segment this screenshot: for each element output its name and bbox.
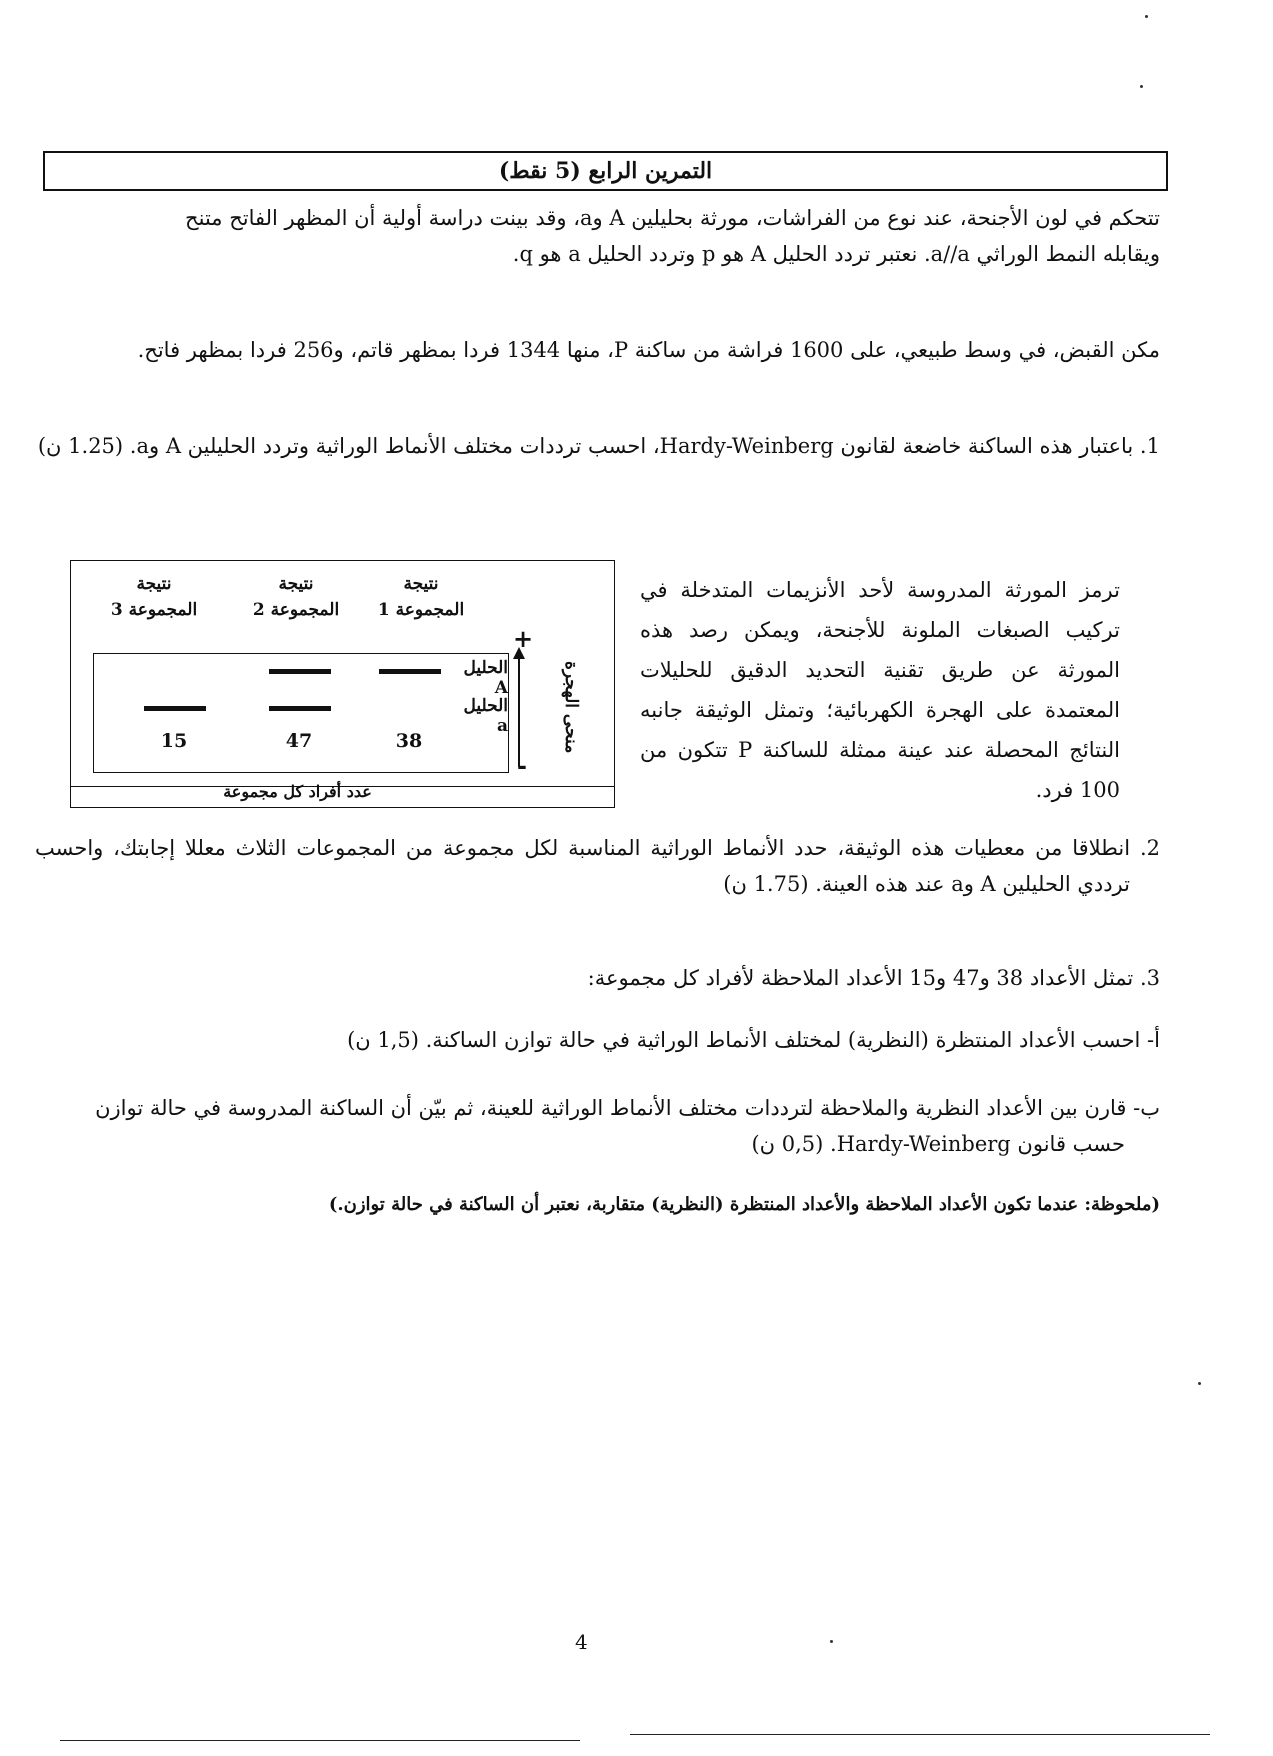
group-2-header: نتيجة المجموعة 2: [252, 574, 340, 620]
intro-line-2: ويقابله النمط الوراثي a//a. نعتبر تردد الحليل A هو p وتردد الحليل a هو q.: [512, 242, 1160, 266]
group-3-header: نتيجة المجموعة 3: [110, 574, 198, 620]
count-group-1: 38: [395, 730, 423, 752]
count-group-2: 47: [285, 730, 313, 752]
question-3b: ب- قارن بين الأعداد النظرية والملاحظة لترددات مختلف الأنماط الوراثية للعينة، ثم بيّن أن الساكنة المدروسة في حالة توازن حسب قانون Hardy-Weinberg. (0,5 ن): [95, 1096, 1160, 1156]
figure-caption: عدد أفراد كل مجموعة: [223, 782, 372, 801]
band-group1-allele-A: [379, 669, 441, 674]
question-3: 3. تمثل الأعداد 38 و47 و15 الأعداد الملاحظة لأفراد كل مجموعة:: [587, 966, 1160, 990]
band-group2-allele-a: [269, 706, 331, 711]
intro-line-1: تتحكم في لون الأجنحة، عند نوع من الفراشات، مورثة بحليلين A وa، وقد بينت دراسة أولية أن المظهر الفاتح متنح: [185, 206, 1160, 230]
capture-paragraph: مكن القبض، في وسط طبيعي، على 1600 فراشة من ساكنة P، منها 1344 فردا بمظهر قاتم، و256 فردا بمظهر فاتح.: [137, 338, 1160, 362]
minus-sign: -: [517, 751, 527, 780]
scan-speck: [830, 1640, 833, 1643]
document-description: ترمز المورثة المدروسة لأحد الأنزيمات المتدخلة في تركيب الصبغات الملونة للأجنحة، ويمكن رصد هذه المورثة عن طريق تقنية التحديد الدقيق للحليلات المعتمدة على الهجرة الكهربائية؛ وتمثل الوثيقة جانبه النتائج المحصلة عند عينة ممثلة للساكنة P تتكون من 100 فرد.: [640, 578, 1120, 802]
question-1: 1. باعتبار هذه الساكنة خاضعة لقانون Hardy-Weinberg، احسب ترددات مختلف الأنماط الوراثية وتردد الحليلين A وa. (1.25 ن): [37, 434, 1160, 458]
migration-axis-label: منحى الهجرة: [561, 661, 581, 754]
page-number: 4: [575, 1630, 588, 1654]
electrophoresis-figure: [70, 560, 615, 808]
band-group2-allele-A: [269, 669, 331, 674]
exercise-title-box: [43, 151, 1168, 191]
bottom-rule-right: [630, 1734, 1210, 1735]
scan-speck: [1140, 85, 1143, 88]
group-1-header: نتيجة المجموعة 1: [377, 574, 465, 620]
allele-A-label: الحليل A: [463, 658, 508, 698]
allele-a-label: الحليل a: [463, 696, 508, 736]
plus-sign: +: [513, 624, 534, 653]
exercise-title: التمرين الرابع (5 نقط): [498, 158, 713, 184]
question-3a: أ- احسب الأعداد المنتظرة (النظرية) لمختلف الأنماط الوراثية في حالة توازن الساكنة. (1,5 ن): [347, 1028, 1160, 1052]
question-2: 2. انطلاقا من معطيات هذه الوثيقة، حدد الأنماط الوراثية المناسبة لكل مجموعة من المجموعات الثلاث معللا إجابتك، واحسب ترددي الحليلين A وa عند هذه العينة. (1.75 ن): [35, 836, 1160, 896]
bottom-rule-left: [60, 1740, 580, 1741]
count-group-3: 15: [160, 730, 188, 752]
gel-frame: [93, 653, 509, 773]
band-group3-allele-a: [144, 706, 206, 711]
note: (ملحوظة: عندما تكون الأعداد الملاحظة والأعداد المنتظرة (النظرية) متقاربة، نعتبر أن الساكنة في حالة توازن.): [328, 1194, 1160, 1215]
scan-speck: [1145, 15, 1148, 18]
intro-paragraph: [40, 200, 1160, 272]
scan-speck: [1198, 1382, 1201, 1385]
migration-arrow-shaft: [518, 657, 520, 767]
